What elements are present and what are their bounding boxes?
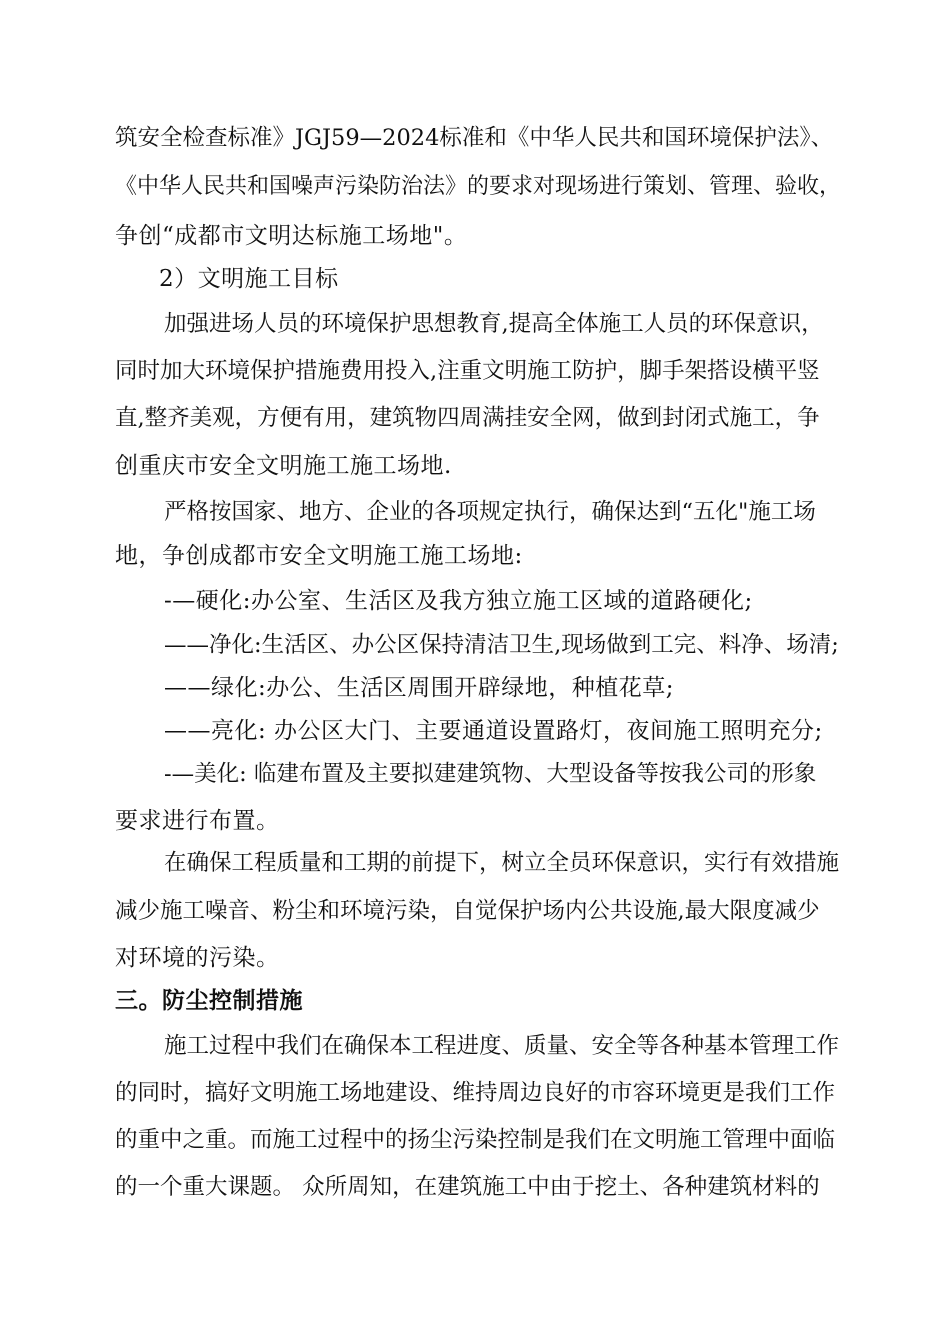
body-text-line: 《中华人民共和国噪声污染防治法》的要求对现场进行策划、管理、验收， <box>115 174 842 199</box>
body-text-line: 的重中之重。而施工过程中的扬尘污染控制是我们在文明施工管理中面临 <box>115 1127 836 1153</box>
body-text-line: 减少施工噪音、粉尘和环境污染，自觉保护场内公共设施,最大限度减少 <box>115 898 820 924</box>
body-text-line: 地，争创成都市安全文明施工施工场地: <box>115 543 523 569</box>
body-text-line: 直,整齐美观，方便有用，建筑物四周满挂安全网，做到封闭式施工，争 <box>115 405 820 431</box>
body-text-line: 严格按国家、地方、企业的各项规定执行，确保达到“五化"施工场 <box>164 499 816 525</box>
body-text-line: 加强进场人员的环境保护思想教育,提高全体施工人员的环保意识， <box>164 311 824 337</box>
body-text-line: 创重庆市安全文明施工施工场地. <box>115 453 452 479</box>
list-item: ——净化:生活区、办公区保持清洁卫生,现场做到工完、料净、场清; <box>164 632 839 658</box>
body-text-line: 施工过程中我们在确保本工程进度、质量、安全等各种基本管理工作 <box>164 1033 840 1059</box>
body-text-line: 同时加大环境保护措施费用投入,注重文明施工防护，脚手架搭设横平竖 <box>115 358 820 384</box>
list-item: ——亮化: 办公区大门、主要通道设置路灯，夜间施工照明充分; <box>164 718 823 744</box>
body-text-line: 要求进行布置。 <box>115 808 280 834</box>
body-text-line: 争创“成都市文明达标施工场地"。 <box>115 223 468 249</box>
list-item: -—美化: 临建布置及主要拟建建筑物、大型设备等按我公司的形象 <box>164 761 817 787</box>
section-subheading: 2）文明施工目标 <box>159 266 339 292</box>
body-text-line: 的同时，搞好文明施工场地建设、维持周边良好的市容环境更是我们工作 <box>115 1080 836 1106</box>
body-text-line: 筑安全检查标准》JGJ59—2024标准和《中华人民共和国环境保护法》、 <box>115 125 834 151</box>
list-item: -—硬化:办公室、生活区及我方独立施工区域的道路硬化; <box>164 588 753 614</box>
list-item: ——绿化:办公、生活区周围开辟绿地，种植花草; <box>164 675 674 701</box>
section-heading: 三。防尘控制措施 <box>115 988 303 1014</box>
body-text-line: 对环境的污染。 <box>115 945 280 971</box>
body-text-line: 的一个重大课题。 众所周知，在建筑施工中由于挖土、各种建筑材料的 <box>115 1174 820 1200</box>
body-text-line: 在确保工程质量和工期的前提下，树立全员环保意识，实行有效措施 <box>164 850 840 876</box>
